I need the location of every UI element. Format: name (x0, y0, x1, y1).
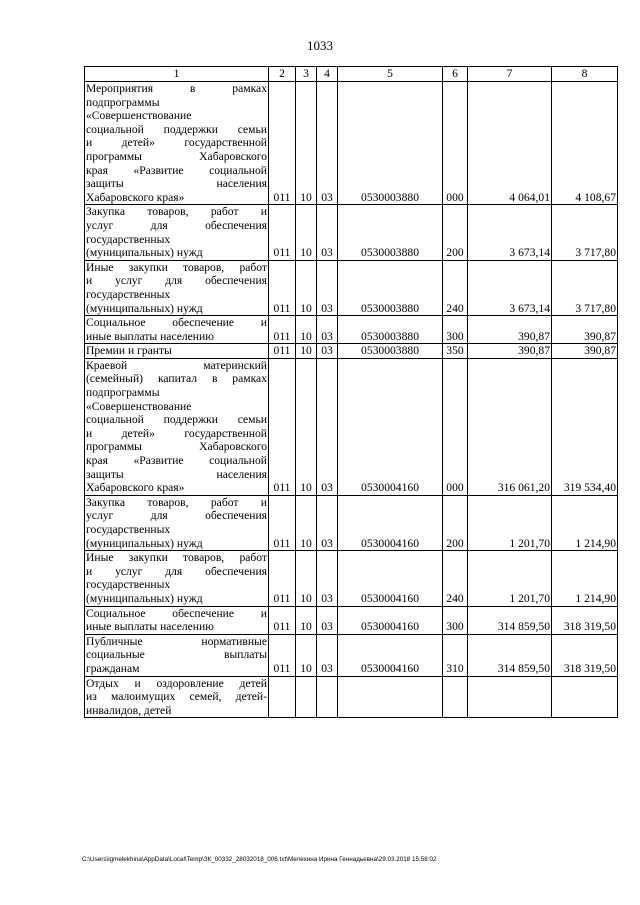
row-name-line: государственных (86, 287, 171, 301)
section-code-cell: 10 (296, 316, 317, 344)
ministry-code-cell: 011 (269, 495, 296, 550)
section-code-cell (296, 676, 317, 718)
table-row (85, 495, 618, 550)
amount-col7-cell: 316 061,20 (468, 358, 552, 495)
row-name-line: из малоимущих семей, детей- (86, 690, 267, 704)
expense-type-cell: 310 (443, 634, 468, 676)
amount-col8-cell (552, 676, 618, 718)
section-code-cell: 10 (296, 205, 317, 260)
row-name-cell (85, 82, 269, 205)
amount-col7-cell: 390,87 (468, 344, 552, 359)
row-name-cell (85, 551, 269, 606)
row-name-line: Хабаровского края» (86, 190, 185, 204)
amount-col7-cell: 390,87 (468, 316, 552, 344)
expense-type-cell: 200 (443, 205, 468, 260)
header-cell: 8 (552, 67, 618, 82)
table-row (85, 82, 618, 205)
target-article-cell (338, 676, 443, 718)
subsection-code-cell: 03 (317, 358, 338, 495)
ministry-code-cell: 011 (269, 205, 296, 260)
amount-col8-cell: 4 108,67 (552, 82, 618, 205)
section-code-cell: 10 (296, 358, 317, 495)
row-name-line: государственных (86, 578, 171, 592)
amount-col8-cell: 318 319,50 (552, 606, 618, 634)
amount-col8-cell: 319 534,40 (552, 358, 618, 495)
section-code-cell: 10 (296, 606, 317, 634)
row-name-line: и услуг для обеспечения (86, 274, 267, 288)
row-name-line: Закупка товаров, работ и (86, 495, 267, 509)
ministry-code-cell: 011 (269, 551, 296, 606)
row-name-cell (85, 344, 269, 359)
row-name-line: Краевой материнский (86, 358, 267, 372)
ministry-code-cell: 011 (269, 358, 296, 495)
expense-type-cell: 000 (443, 82, 468, 205)
row-name-cell (85, 358, 269, 495)
amount-col8-cell: 3 717,80 (552, 260, 618, 315)
target-article-cell: 0530003880 (338, 82, 443, 205)
section-code-cell: 10 (296, 551, 317, 606)
expense-type-cell: 300 (443, 316, 468, 344)
row-name-line: социальной поддержки семьи (86, 122, 267, 136)
row-name-line: услуг для обеспечения (86, 218, 267, 232)
section-code-cell: 10 (296, 260, 317, 315)
row-name-line: социальные выплаты (86, 648, 267, 662)
target-article-cell: 0530004160 (338, 358, 443, 495)
row-name-cell (85, 316, 269, 344)
amount-col7-cell: 3 673,14 (468, 205, 552, 260)
ministry-code-cell: 011 (269, 316, 296, 344)
ministry-code-cell: 011 (269, 634, 296, 676)
row-name-line: Иные закупки товаров, работ (86, 260, 267, 274)
row-name-line: Мероприятия в рамках (86, 82, 267, 95)
target-article-cell: 0530003880 (338, 205, 443, 260)
row-name-line: услуг для обеспечения (86, 509, 267, 523)
expense-type-cell: 300 (443, 606, 468, 634)
target-article-cell: 0530003880 (338, 316, 443, 344)
amount-col7-cell: 314 859,50 (468, 606, 552, 634)
table-row (85, 316, 618, 344)
section-code-cell: 10 (296, 495, 317, 550)
ministry-code-cell: 011 (269, 260, 296, 315)
expense-type-cell: 000 (443, 358, 468, 495)
row-name-line: Закупка товаров, работ и (86, 205, 267, 219)
row-name-cell (85, 606, 269, 634)
target-article-cell: 0530003880 (338, 344, 443, 359)
subsection-code-cell: 03 (317, 551, 338, 606)
target-article-cell: 0530004160 (338, 634, 443, 676)
row-name-line: края «Развитие социальной (86, 454, 267, 468)
row-name-cell (85, 260, 269, 315)
table-row (85, 205, 618, 260)
row-name-cell (85, 205, 269, 260)
section-code-cell: 10 (296, 82, 317, 205)
row-name-line: иные выплаты населению (86, 620, 214, 634)
row-name-line: Иные закупки товаров, работ (86, 551, 267, 565)
row-name-cell (85, 634, 269, 676)
header-cell: 1 (85, 67, 269, 82)
budget-table (84, 66, 618, 718)
amount-col7-cell: 314 859,50 (468, 634, 552, 676)
row-name-line: «Совершенствование (86, 399, 192, 413)
row-name-line: (муниципальных) нужд (86, 536, 203, 550)
row-name-line: (муниципальных) нужд (86, 301, 203, 315)
row-name-cell (85, 676, 269, 718)
expense-type-cell: 200 (443, 495, 468, 550)
table-row (85, 676, 618, 718)
row-name-line: (семейный) капитал в рамках (86, 372, 267, 386)
row-name-line: иные выплаты населению (86, 329, 214, 343)
table-row (85, 344, 618, 359)
amount-col8-cell: 390,87 (552, 316, 618, 344)
row-name-line: программы Хабаровского (86, 149, 267, 163)
row-name-line: (муниципальных) нужд (86, 246, 203, 260)
row-name-cell (85, 495, 269, 550)
row-name-line: и услуг для обеспечения (86, 564, 267, 578)
row-name-line: гражданам (86, 661, 140, 675)
subsection-code-cell: 03 (317, 606, 338, 634)
row-name-line: Социальное обеспечение и (86, 316, 267, 330)
row-name-line: и детей» государственной (86, 136, 267, 150)
amount-col7-cell: 4 064,01 (468, 82, 552, 205)
amount-col7-cell: 1 201,70 (468, 551, 552, 606)
table-row (85, 634, 618, 676)
row-name-line: программы Хабаровского (86, 440, 267, 454)
header-cell: 3 (296, 67, 317, 82)
row-name-line: подпрограммы (86, 386, 160, 400)
row-name-line: и детей» государственной (86, 426, 267, 440)
ministry-code-cell: 011 (269, 606, 296, 634)
ministry-code-cell: 011 (269, 344, 296, 359)
row-name-line: «Совершенствование (86, 109, 192, 123)
header-cell: 5 (338, 67, 443, 82)
target-article-cell: 0530003880 (338, 260, 443, 315)
table-row (85, 606, 618, 634)
header-cell: 4 (317, 67, 338, 82)
target-article-cell: 0530004160 (338, 606, 443, 634)
amount-col8-cell: 1 214,90 (552, 551, 618, 606)
section-code-cell: 10 (296, 344, 317, 359)
subsection-code-cell: 03 (317, 260, 338, 315)
subsection-code-cell: 03 (317, 495, 338, 550)
ministry-code-cell: 011 (269, 82, 296, 205)
row-name-line: государственных (86, 232, 171, 246)
expense-type-cell: 240 (443, 260, 468, 315)
row-name-line: социальной поддержки семьи (86, 413, 267, 427)
amount-col8-cell: 3 717,80 (552, 205, 618, 260)
expense-type-cell: 350 (443, 344, 468, 359)
header-cell: 6 (443, 67, 468, 82)
subsection-code-cell (317, 676, 338, 718)
row-name-line: государственных (86, 523, 171, 536)
amount-col8-cell: 390,87 (552, 344, 618, 359)
row-name-line: Отдых и оздоровление детей (86, 676, 267, 690)
row-name-line: края «Развитие социальной (86, 163, 267, 177)
table-row (85, 551, 618, 606)
row-name-line: Социальное обеспечение и (86, 606, 267, 620)
target-article-cell: 0530004160 (338, 551, 443, 606)
amount-col8-cell: 1 214,90 (552, 495, 618, 550)
page-number: 1033 (307, 38, 333, 53)
header-cell: 2 (269, 67, 296, 82)
subsection-code-cell: 03 (317, 316, 338, 344)
subsection-code-cell: 03 (317, 634, 338, 676)
row-name-line: защиты населения (86, 177, 267, 191)
table-row (85, 358, 618, 495)
subsection-code-cell: 03 (317, 82, 338, 205)
row-name-line: защиты населения (86, 467, 267, 481)
amount-col7-cell (468, 676, 552, 718)
table-header-row (85, 67, 618, 82)
amount-col7-cell: 3 673,14 (468, 260, 552, 315)
row-name-line: Публичные нормативные (86, 634, 267, 648)
section-code-cell: 10 (296, 634, 317, 676)
table-row (85, 260, 618, 315)
target-article-cell: 0530004160 (338, 495, 443, 550)
file-path-footer: C:\Users\igmelekhina\AppData\Local\Temp\ЗК_00332_28032018_006.txt\Мелехина Ирина Геннадьевна\29.03.2018 15:58:02 (82, 856, 437, 863)
subsection-code-cell: 03 (317, 344, 338, 359)
ministry-code-cell (269, 676, 296, 718)
row-name-line: подпрограммы (86, 95, 160, 109)
row-name-line: Хабаровского края» (86, 481, 185, 495)
amount-col7-cell: 1 201,70 (468, 495, 552, 550)
expense-type-cell: 240 (443, 551, 468, 606)
subsection-code-cell: 03 (317, 205, 338, 260)
row-name-line: инвалидов, детей (86, 703, 172, 717)
expense-type-cell (443, 676, 468, 718)
amount-col8-cell: 318 319,50 (552, 634, 618, 676)
row-name-line: (муниципальных) нужд (86, 591, 203, 605)
row-name-line: Премии и гранты (86, 344, 172, 358)
header-cell: 7 (468, 67, 552, 82)
